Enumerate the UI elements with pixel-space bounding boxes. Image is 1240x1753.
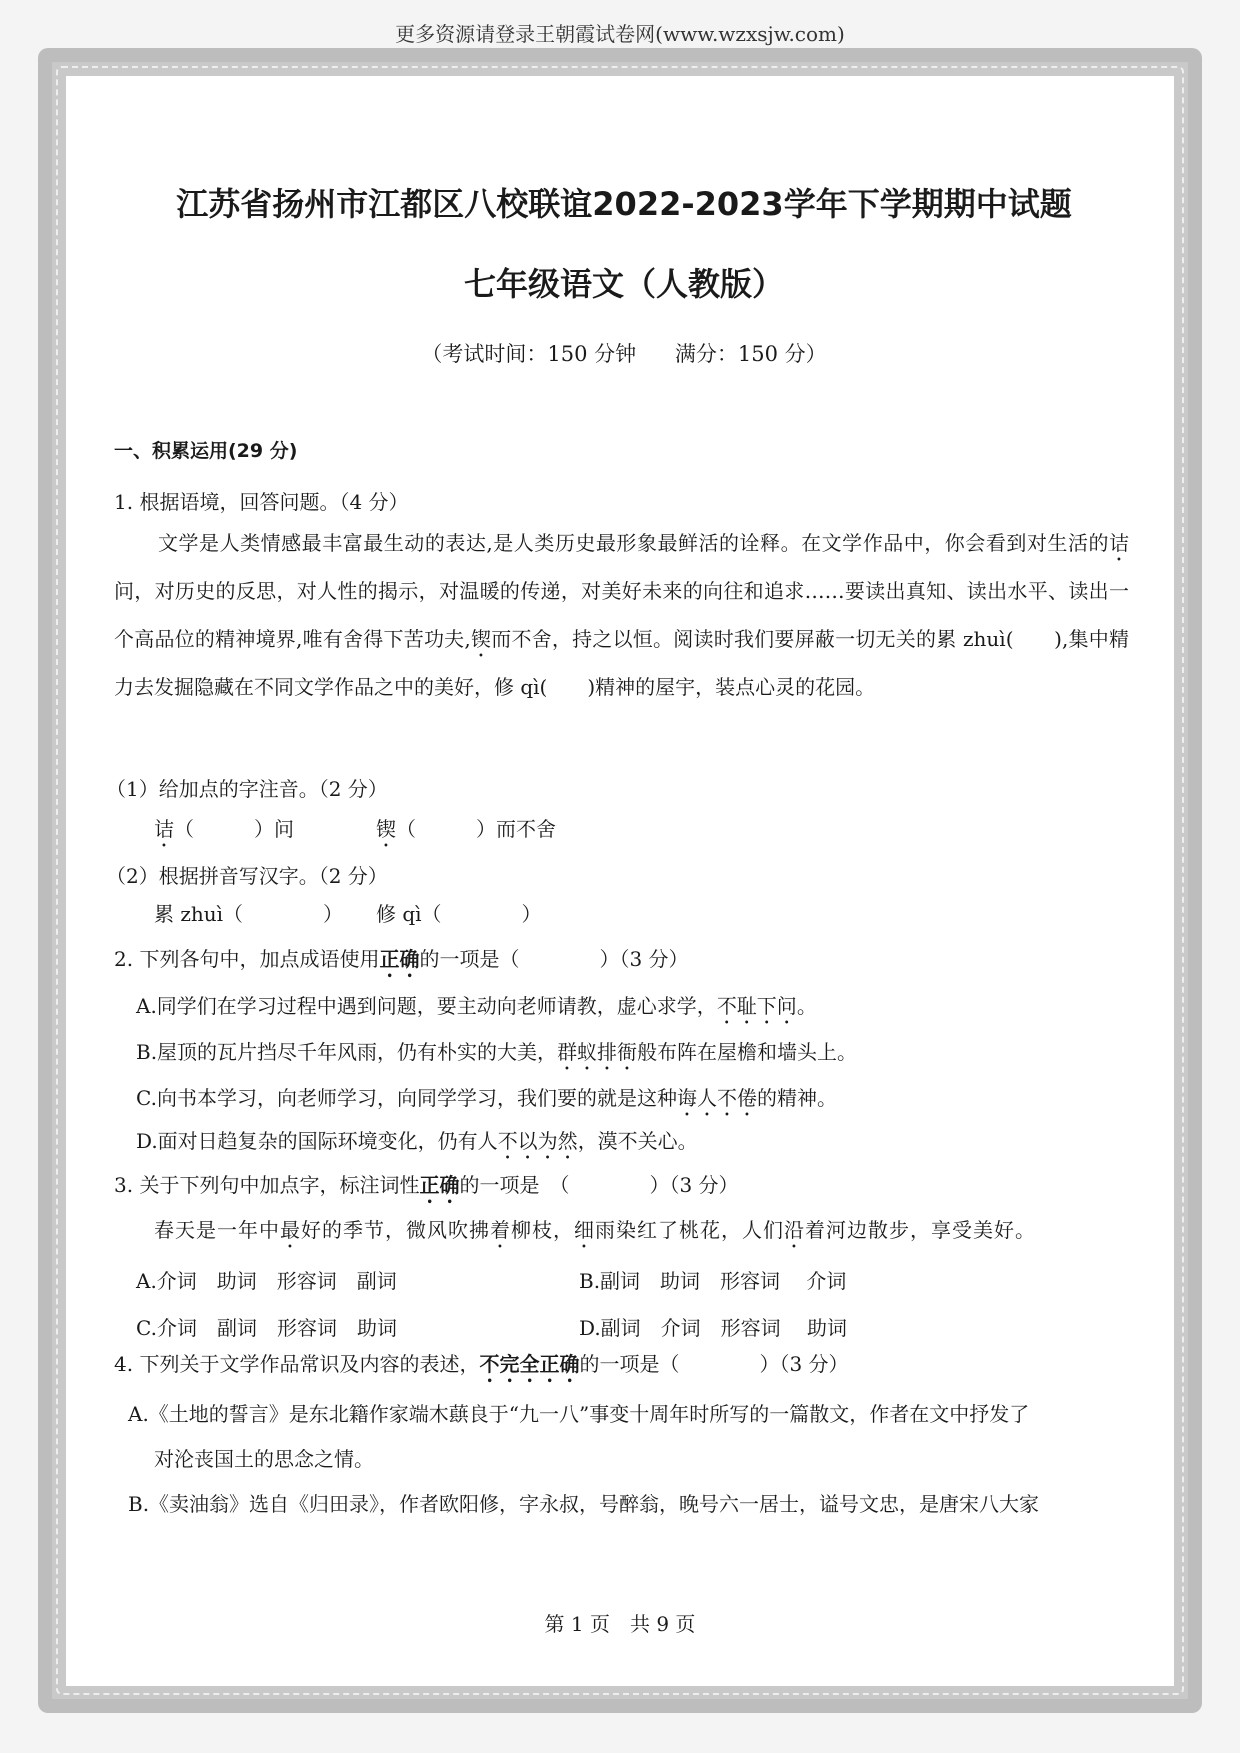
q2-option-d: D.面对日趋复杂的国际环境变化，仍有人不以为然，漠不关心。 [136, 1129, 698, 1153]
exam-score: 满分：150 分） [674, 342, 827, 366]
q1-sub2: （2）根据拼音写汉字。（2 分） [106, 864, 388, 888]
q1-sub1-b: 锲（ ）而不舍 [376, 817, 556, 841]
q1-sub2-b: 修 qì（ ） [376, 902, 542, 926]
section-heading: 一、积累运用(29 分) [114, 440, 298, 462]
q4-stem: 4. 下列关于文学作品常识及内容的表述，不完全正确的一项是（ ）（3 分） [114, 1352, 849, 1376]
q4-option-a-line1: A.《土地的誓言》是东北籍作家端木蕻良于“九一八”事变十周年时所写的一篇散文，作者在文中抒发了 [128, 1402, 1030, 1426]
q3-option-d: D.副词 介词 形容词 助词 [579, 1316, 848, 1340]
q1-passage: 文学是人类情感最丰富最生动的表达,是人类历史最形象最鲜活的诠释。在文学作品中，你会看到对生活的诘问，对历史的反思，对人性的揭示，对温暖的传递，对美好未来的向往和追求……要读出真知、读出水平、读出一个高品位的精神境界,唯有舍得下苦功夫,锲而不舍，持之以恒。阅读时我们要屏蔽一切无关的累 zhuì( ),集中精力去发掘隐藏在不同文学作品之中的美好，修 qì( )精神的屋宇，装点心灵的花园。 [114, 531, 1130, 699]
q3-stem: 3. 关于下列句中加点字，标注词性正确的一项是 （ ）（3 分） [114, 1173, 739, 1197]
q4-option-a-line2: 对沦丧国土的思念之情。 [154, 1447, 374, 1471]
q2-option-b: B.屋顶的瓦片挡尽千年风雨，仍有朴实的大美，群蚁排衙般布阵在屋檐和墙头上。 [136, 1040, 858, 1064]
q2-option-a: A.同学们在学习过程中遇到问题，要主动向老师请教，虚心求学，不耻下问。 [136, 994, 817, 1018]
q4-option-b-line1: B.《卖油翁》选自《归田录》，作者欧阳修，字永叔，号醉翁，晚号六一居士，谥号文忠，是唐宋八大家 [128, 1492, 1040, 1516]
q3-option-b: B.副词 助词 形容词 介词 [579, 1269, 847, 1293]
exam-page [66, 76, 1174, 1686]
exam-title: 江苏省扬州市江都区八校联谊2022-2023学年下学期期中试题 [176, 185, 1072, 223]
q3-option-a: A.介词 助词 形容词 副词 [136, 1269, 397, 1293]
exam-time: （考试时间：150 分钟 [421, 342, 637, 366]
q1-sub1: （1）给加点的字注音。（2 分） [106, 777, 388, 801]
exam-subtitle: 七年级语文（人教版） [463, 265, 784, 303]
q1-sub2-a: 累 zhuì（ ） [154, 902, 344, 926]
dotted-char: 锲 [470, 627, 492, 651]
dotted-char: 诘 [1109, 531, 1129, 555]
q1-stem: 1. 根据语境，回答问题。（4 分） [114, 490, 409, 514]
exam-info [114, 338, 1134, 368]
q2-stem: 2. 下列各句中，加点成语使用正确的一项是（ ）（3 分） [114, 947, 689, 971]
q1-sub1-a: 诘（ ）问 [154, 817, 294, 841]
site-header: 更多资源请登录王朝霞试卷网(www.wzxsjw.com) [395, 22, 845, 46]
page-number: 第 1 页 共 9 页 [544, 1612, 696, 1636]
q3-option-c: C.介词 副词 形容词 助词 [136, 1316, 397, 1340]
q3-sentence: 春天是一年中最好的季节，微风吹拂着柳枝，细雨染红了桃花，人们沿着河边散步，享受美好。 [154, 1218, 1036, 1242]
q2-option-c: C.向书本学习，向老师学习，向同学学习，我们要的就是这种诲人不倦的精神。 [136, 1086, 837, 1110]
